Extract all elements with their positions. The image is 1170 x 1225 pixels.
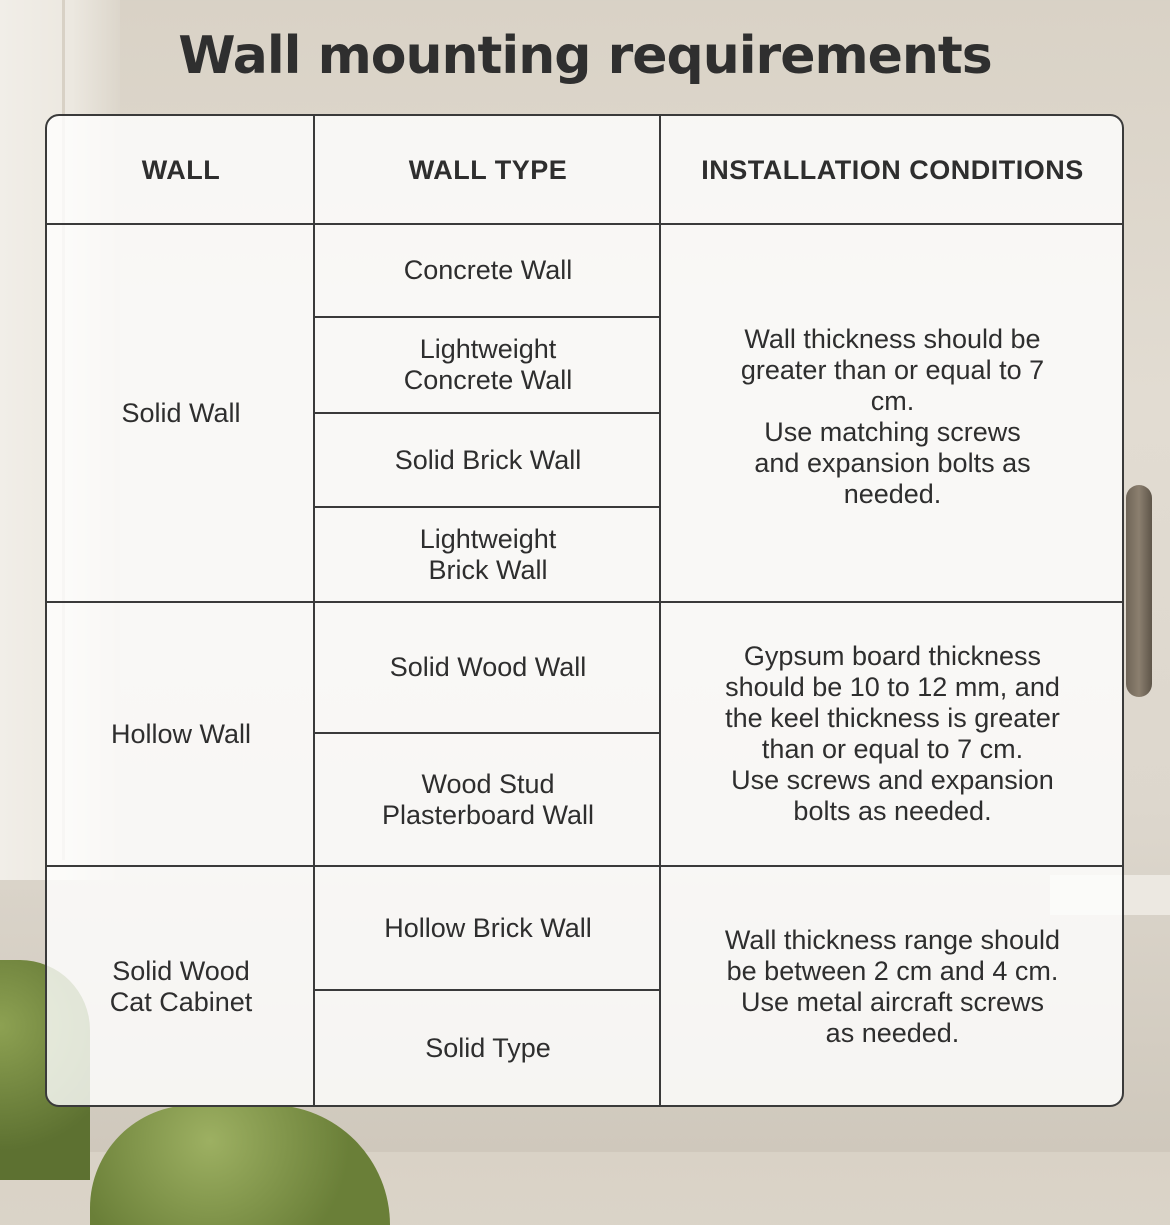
page-title: Wall mounting requirements [178, 26, 992, 86]
row-divider [315, 316, 661, 318]
header-wall-type: WALL TYPE [408, 154, 568, 185]
background-plant-leaves [90, 1105, 390, 1225]
wall-type-cell: Wood Stud Plasterboard Wall [381, 768, 595, 830]
requirements-table [45, 114, 1124, 1107]
group-divider [47, 601, 1124, 603]
header-divider [47, 223, 1124, 225]
wall-type-cell: Lightweight Brick Wall [419, 523, 557, 585]
column-divider [313, 116, 315, 1107]
wall-cell-solid-wall: Solid Wall [121, 397, 241, 428]
conditions-cell: Wall thickness range should be between 2 cm and 4 cm. Use metal aircraft screws as needed. [724, 924, 1061, 1048]
wall-type-cell: Concrete Wall [403, 255, 573, 285]
wall-type-cell: Solid Type [425, 1033, 551, 1063]
conditions-cell: Wall thickness should be greater than or equal to 7 cm. Use matching screws and expansion bolts as needed. [740, 324, 1045, 509]
wall-type-cell: Solid Brick Wall [394, 444, 582, 475]
column-divider [659, 116, 661, 1107]
row-divider [315, 989, 661, 991]
wall-type-cell: Solid Wood Wall [389, 652, 587, 682]
wall-type-cell: Lightweight Concrete Wall [403, 334, 573, 395]
header-installation-conditions: INSTALLATION CONDITIONS [701, 154, 1084, 185]
wall-cell-hollow-wall: Hollow Wall [110, 718, 252, 749]
conditions-cell: Gypsum board thickness should be 10 to 12 mm, and the keel thickness is greater than or equal to 7 cm. Use screws and expansion bolts as needed. [725, 641, 1060, 826]
row-divider [315, 506, 661, 508]
wall-cell-solid-wood-cat-cabinet: Solid Wood Cat Cabinet [109, 955, 253, 1017]
group-divider [47, 865, 1124, 867]
header-wall: WALL [141, 154, 221, 185]
row-divider [315, 732, 661, 734]
wall-type-cell: Hollow Brick Wall [384, 912, 592, 943]
row-divider [315, 412, 661, 414]
background-cabinet-handle [1126, 485, 1152, 697]
